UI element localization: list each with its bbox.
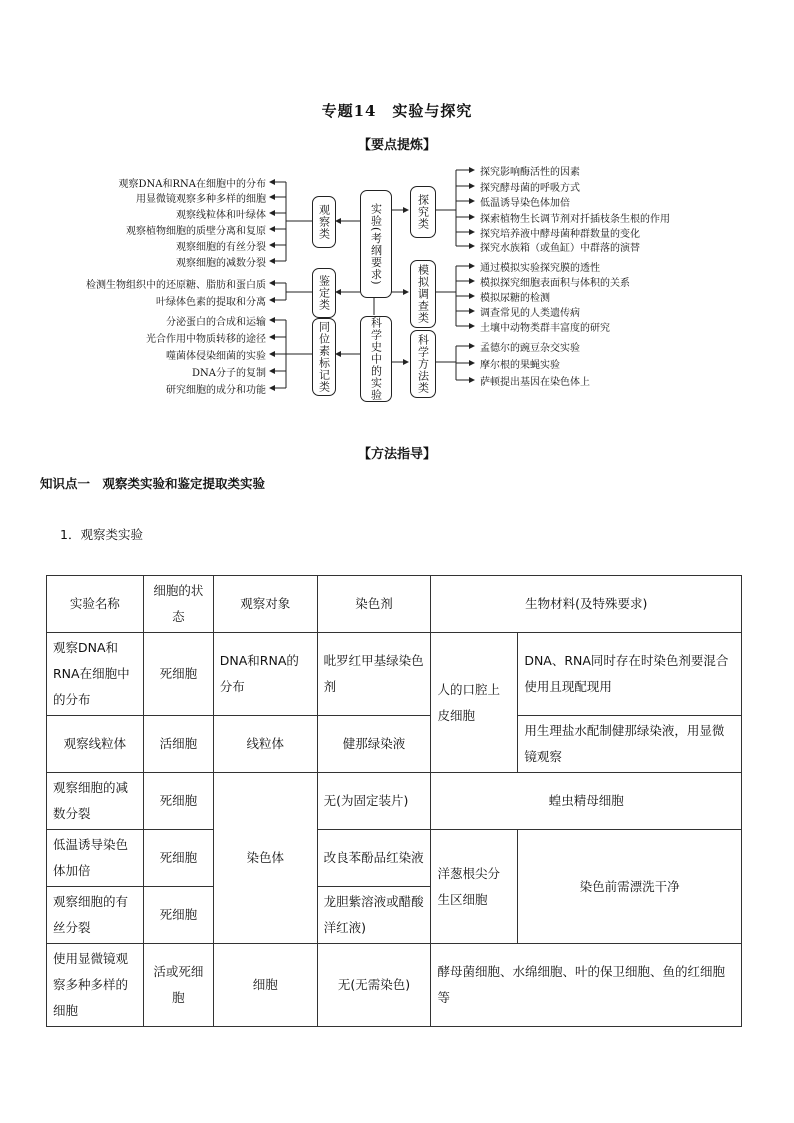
table-cell: 吡罗红甲基绿染色剂 [317,633,431,716]
table-cell: 使用显微镜观察多种多样的细胞 [47,944,144,1027]
table-cell: 死细胞 [143,830,213,887]
table-cell: 观察DNA和RNA在细胞中的分布 [47,633,144,716]
table-cell: 低温诱导染色体加倍 [47,830,144,887]
table-cell: 染色前需漂洗干净 [518,830,742,944]
method-item: 孟德尔的豌豆杂交实验 [480,343,580,354]
identify-item: 叶绿体色素的提取和分离 [156,297,266,308]
observe-item: 观察DNA和RNA在细胞中的分布 [118,179,266,190]
observe-item: 观察线粒体和叶绿体 [176,210,266,221]
knowledge-point-heading: 知识点一 观察类实验和鉴定提取类实验 [40,476,266,491]
simulate-item: 土壤中动物类群丰富度的研究 [480,323,610,334]
explore-item: 低温诱导染色体加倍 [480,198,570,209]
table-cell: 死细胞 [143,887,213,944]
table-cell: 改良苯酚品红染液 [317,830,431,887]
box-simulate: 模拟调查类 [410,260,436,328]
table-cell: 蝗虫精母细胞 [431,773,742,830]
isotope-item: 分泌蛋白的合成和运输 [166,317,266,328]
header-cell: 染色剂 [317,576,431,633]
observe-item: 用显微镜观察多种多样的细胞 [136,194,266,205]
table-cell: 细胞 [213,944,317,1027]
table-cell: 活或死细胞 [143,944,213,1027]
box-isotope: 同位素标记类 [312,318,336,396]
simulate-item: 通过模拟实验探究膜的透性 [480,263,600,274]
explore-item: 探究影响酶活性的因素 [480,167,580,178]
box-explore: 探究类 [410,186,436,238]
table-cell: 线粒体 [213,716,317,773]
section-heading-key-points: 【要点提炼】 [357,138,436,153]
simulate-item: 模拟尿糖的检测 [480,293,550,304]
table-cell: 龙胆紫溶液或醋酸洋红液) [317,887,431,944]
table-cell: 死细胞 [143,633,213,716]
table-row [47,830,742,887]
table-cell: 无(无需染色) [317,944,431,1027]
header-cell: 实验名称 [47,576,144,633]
method-item: 摩尔根的果蝇实验 [480,360,560,371]
observe-item: 观察细胞的减数分裂 [176,258,266,269]
simulate-item: 模拟探究细胞表面积与体积的关系 [480,278,630,289]
table-cell: 酵母菌细胞、水绵细胞、叶的保卫细胞、鱼的红细胞等 [431,944,742,1027]
simulate-item: 调查常见的人类遗传病 [480,308,580,319]
table-row [47,716,742,773]
table-header-row [47,576,742,633]
method-item: 萨顿提出基因在染色体上 [480,377,590,388]
box-science-history: 科学史中的实验 [360,316,392,402]
header-cell: 细胞的状态 [143,576,213,633]
concept-diagram [0,0,794,420]
isotope-item: 噬菌体侵染细菌的实验 [166,351,266,362]
table-cell: 观察细胞的有丝分裂 [47,887,144,944]
explore-item: 探究水族箱（或鱼缸）中群落的演替 [480,243,640,254]
explore-item: 探究酵母菌的呼吸方式 [480,183,580,194]
box-method: 科学方法类 [410,330,436,398]
section-heading-method: 【方法指导】 [357,447,436,462]
table-cell: DNA、RNA同时存在时染色剂要混合使用且现配现用 [518,633,742,716]
table-cell: 用生理盐水配制健那绿染液，用显微镜观察 [518,716,742,773]
explore-item: 探索植物生长调节剂对扦插枝条生根的作用 [480,214,670,225]
experiment-table [46,575,742,1027]
isotope-item: 研究细胞的成分和功能 [166,385,266,396]
subheading: 1．观察类实验 [60,527,143,542]
table-cell: 染色体 [213,773,317,944]
explore-item: 探究培养液中酵母菌种群数量的变化 [480,229,640,240]
header-cell: 生物材料(及特殊要求) [431,576,742,633]
table-row [47,773,742,830]
table-cell: 健那绿染液 [317,716,431,773]
table-cell: 洋葱根尖分生区细胞 [431,830,518,944]
table-cell: 观察细胞的减数分裂 [47,773,144,830]
isotope-item: 光合作用中物质转移的途径 [146,334,266,345]
identify-item: 检测生物组织中的还原糖、脂肪和蛋白质 [86,280,266,291]
table-cell: 活细胞 [143,716,213,773]
table-row [47,944,742,1027]
box-observe: 观察类 [312,196,336,248]
table-cell: 死细胞 [143,773,213,830]
observe-item: 观察细胞的有丝分裂 [176,242,266,253]
table-cell: 观察线粒体 [47,716,144,773]
table-cell: DNA和RNA的分布 [213,633,317,716]
observe-item: 观察植物细胞的质壁分离和复原 [126,226,266,237]
table-row [47,633,742,716]
box-exam-requirements: 实验(考纲要求) [360,190,392,298]
page-title: 专题14 实验与探究 [321,102,473,120]
table-cell: 无(为固定装片) [317,773,431,830]
table-cell: 人的口腔上皮细胞 [431,633,518,773]
header-cell: 观察对象 [213,576,317,633]
box-identify: 鉴定类 [312,268,336,318]
isotope-item: DNA分子的复制 [192,368,266,379]
